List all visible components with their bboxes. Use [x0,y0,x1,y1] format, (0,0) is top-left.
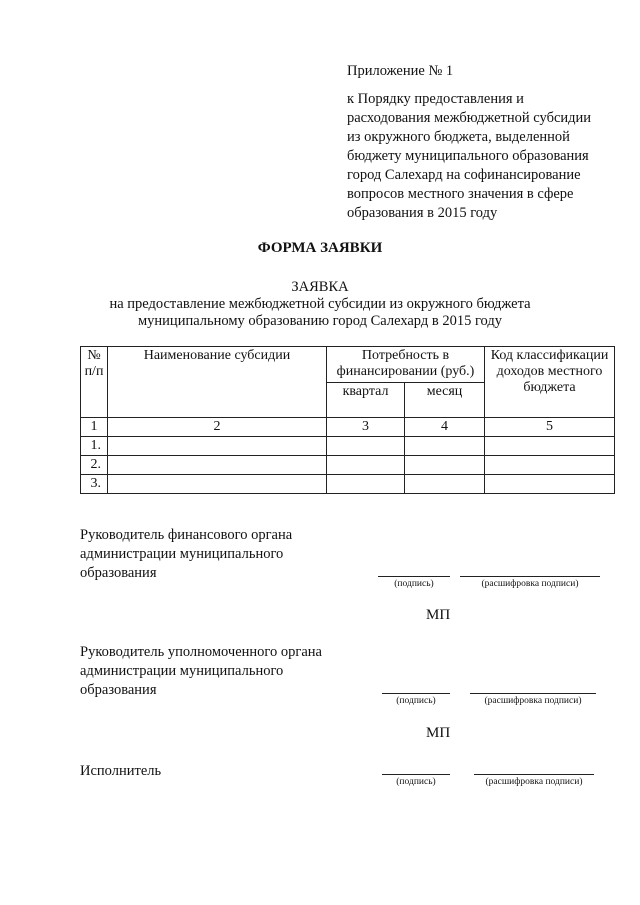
row-number: 2. [81,456,108,475]
signature-block-authorized [80,643,370,700]
decode-caption: (расшифровка подписи) [484,696,582,706]
row-quarter-cell [327,456,405,475]
row-month-cell [405,475,485,494]
header-quarter: квартал [327,383,405,418]
header-num: № п/п [81,347,108,418]
decode-line [474,774,594,775]
row-code-cell [485,437,615,456]
table-row [81,456,615,475]
signature-line [378,576,450,577]
decode-caption: (расшифровка подписи) [485,777,583,787]
stamp-mark: МП [426,725,451,741]
col-number: 1 [81,418,108,437]
signer-role: Руководитель финансового органа администрации муниципального образования [80,527,293,581]
application-subtitle: на предоставление межбюджетной субсидии из окружного бюджета муниципальному образованию город Салехард в 2015 году [109,296,531,329]
signature-line [382,774,450,775]
appendix-title: Приложение № 1 [347,63,454,79]
row-quarter-cell [327,437,405,456]
row-month-cell [405,456,485,475]
row-quarter-cell [327,475,405,494]
header-need: Потребность в финансировании (руб.) [327,347,485,383]
header-month: месяц [405,383,485,418]
subsidy-table [80,346,615,494]
row-month-cell [405,437,485,456]
table-header-row [81,347,615,383]
decode-line [470,693,596,694]
decode-line [460,576,600,577]
signature-block-finance [80,526,370,583]
application-title: ЗАЯВКА [291,279,349,295]
appendix-block [347,62,617,223]
col-number: 5 [485,418,615,437]
form-title: ФОРМА ЗАЯВКИ [257,240,383,256]
signature-line [382,693,450,694]
appendix-text: к Порядку предоставления и расходования межбюджетной субсидии из окружного бюджета, выделенной бюджету муниципального образования город Салехард на софинансирование вопросов местного значения в сфере образования в 2015 году [347,91,592,221]
col-number: 4 [405,418,485,437]
row-code-cell [485,475,615,494]
application-heading [0,279,640,330]
row-code-cell [485,456,615,475]
row-number: 3. [81,475,108,494]
column-number-row [81,418,615,437]
col-number: 2 [108,418,327,437]
row-name-cell [108,475,327,494]
signature-caption: (подпись) [396,696,436,706]
col-number: 3 [327,418,405,437]
signer-role: Исполнитель [80,763,162,779]
table-row [81,437,615,456]
header-code: Код классификации доходов местного бюджета [485,347,615,418]
header-name: Наименование субсидии [108,347,327,418]
signature-block-executor [80,762,370,781]
row-name-cell [108,437,327,456]
decode-caption: (расшифровка подписи) [481,579,579,589]
stamp-mark: МП [426,607,451,623]
signature-caption: (подпись) [396,777,436,787]
signature-caption: (подпись) [394,579,434,589]
signer-role: Руководитель уполномоченного органа администрации муниципального образования [80,644,322,698]
row-name-cell [108,456,327,475]
row-number: 1. [81,437,108,456]
table-row [81,475,615,494]
